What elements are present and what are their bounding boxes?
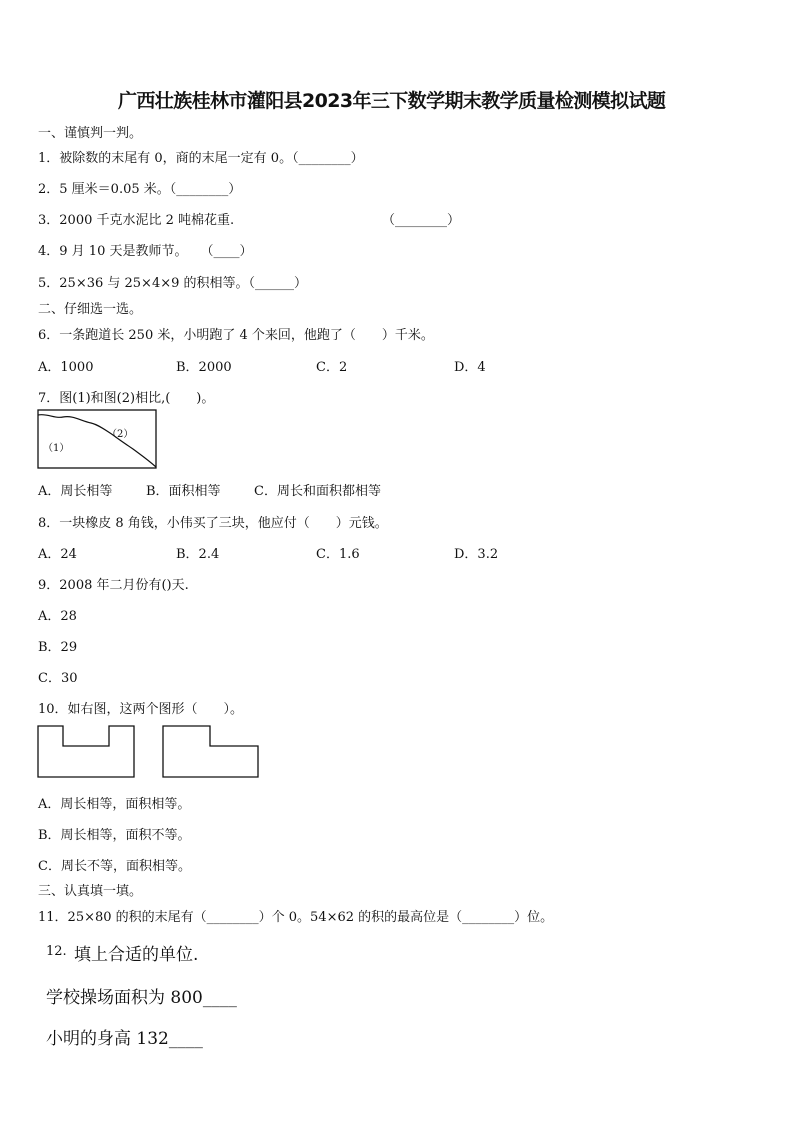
option-6a: A．1000 <box>38 360 94 375</box>
option-9b: B．29 <box>38 640 78 655</box>
option-10b: B．周长相等，面积不等。 <box>38 828 191 843</box>
question-12-number: 12. <box>46 944 67 959</box>
question-12-part-b: 小明的身高 132____ <box>46 1029 203 1049</box>
question-8: 8．一块橡皮 8 角钱，小伟买了三块，他应付（ ）元钱。 <box>38 516 388 531</box>
option-7a: A．周长相等 <box>38 484 113 499</box>
question-11: 11．25×80 的积的末尾有（________）个 0。54×62 的积的最高位是（________）位。 <box>38 910 554 925</box>
question-6: 6．一条跑道长 250 米，小明跑了 4 个来回，他跑了（ ）千米。 <box>38 328 434 343</box>
question-12: 填上合适的单位. <box>74 945 199 965</box>
option-9c: C．30 <box>38 671 78 686</box>
option-10c: C．周长不等，面积相等。 <box>38 859 191 874</box>
option-8d: D．3.2 <box>454 547 499 562</box>
question-7: 7．图(1)和图(2)相比,( )。 <box>38 391 215 406</box>
q7-figure-label-2: （2） <box>107 429 134 440</box>
option-6c: C．2 <box>316 360 348 375</box>
question-3: 3．2000 千克水泥比 2 吨棉花重. <box>38 213 235 228</box>
section-heading-1: 一、谨慎判一判。 <box>38 126 143 141</box>
section-heading-3: 三、认真填一填。 <box>38 884 143 899</box>
q7-figure <box>37 409 159 471</box>
option-8c: C．1.6 <box>316 547 360 562</box>
option-7b: B．面积相等 <box>146 484 221 499</box>
q10-figure <box>37 724 261 780</box>
option-6d: D．4 <box>454 360 486 375</box>
question-12-part-a: 学校操场面积为 800____ <box>46 988 237 1008</box>
option-8b: B．2.4 <box>176 547 220 562</box>
question-1: 1．被除数的末尾有 0，商的末尾一定有 0。（________） <box>38 151 364 166</box>
option-10a: A．周长相等，面积相等。 <box>38 797 191 812</box>
question-10: 10．如右图，这两个图形（ ）。 <box>38 702 244 717</box>
question-9: 9．2008 年二月份有()天. <box>38 578 189 593</box>
section-heading-2: 二、仔细选一选。 <box>38 302 143 317</box>
question-5: 5．25×36 与 25×4×9 的积相等。（______） <box>38 276 308 291</box>
q7-figure-label-1: （1） <box>43 443 70 454</box>
option-6b: B．2000 <box>176 360 232 375</box>
question-3-blank: （________） <box>382 213 461 228</box>
option-7c: C．周长和面积都相等 <box>254 484 381 499</box>
option-8a: A．24 <box>38 547 77 562</box>
option-9a: A．28 <box>38 609 77 624</box>
page-title: 广西壮族桂林市灌阳县2023年三下数学期末教学质量检测模拟试题 <box>118 90 666 112</box>
question-2: 2．5 厘米＝0.05 米。（________） <box>38 182 242 197</box>
question-4: 4．9 月 10 天是教师节。 （____） <box>38 244 253 259</box>
